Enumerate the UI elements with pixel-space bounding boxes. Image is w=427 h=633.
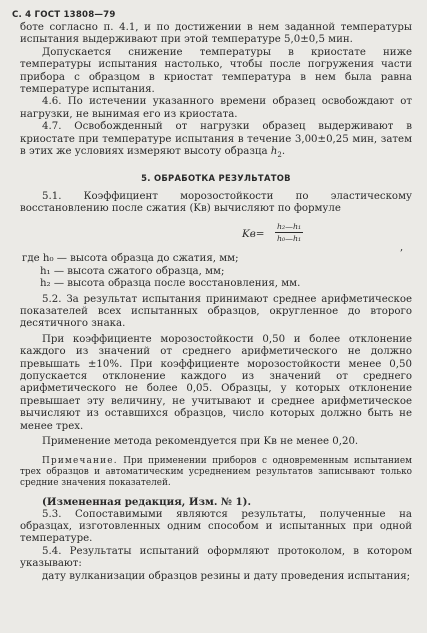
note [20,456,412,488]
paragraph-5-1: 5.1. Коэффициент морозостойкости по эластическому восстановлению после сжатия (Kв) вычисляют по формуле [20,190,412,214]
page-body [20,22,412,583]
paragraph-4-7-text: 4.7. Освобожденный от нагрузки образец выдерживают в криостате при температуре испытания в течение 3,00±0,25 мин, затем в этих же условиях измеряют высоту образца [20,121,412,158]
note-text: При применении приборов с одновременным испытанием трех образцов и автоматическим усреднением результатов записывают только средние значения показателей. [20,456,412,488]
definitions [20,253,412,290]
paragraph-4-7 [20,121,412,161]
formula-numerator: h₂—h₁ [277,222,302,232]
definition-h0: где h₀ — высота образца до сжатия, мм; [22,253,239,265]
paragraph-4-6: 4.6. По истечении указанного времени образец освобождают от нагрузки, не вынимая его из криостата. [20,96,412,120]
amendment-note: (Измененная редакция, Изм. № 1). [42,496,252,509]
section-title: 5. ОБРАБОТКА РЕЗУЛЬТАТОВ [141,172,291,183]
formula-comma: , [400,242,404,254]
page-header: С. 4 ГОСТ 13808—79 [12,10,116,20]
paragraph-5-2: 5.2. За результат испытания принимают среднее арифметическое показателей всех испытанных образцов, округленное до второго десятичного знака. [20,293,412,330]
formula-denominator: h₀—h₁ [277,234,302,244]
note-label: Примечание. [42,456,118,467]
paragraph: При коэффициенте морозостойкости 0,50 и более отклонение каждого из значений от среднего арифметического не должно превышать ±10%. При коэффициенте морозостойкости менее 0,50 допускается отклонение каждого из значений от среднего арифметического не более 0,05. Образцы, у которых отклонение превышает эту величину, не учитывают и среднее арифметическое вычисляют из оставшихся образцов, число которых должно быть не менее трех. [20,333,412,432]
paragraph: Применение метода рекомендуется при Kв не менее 0,20. [42,436,359,447]
formula-fraction [275,222,303,243]
formula-lhs: Kв= [242,228,265,241]
h-subscript: 2 [277,151,282,160]
period: . [281,146,286,158]
paragraph-5-3: 5.3. Сопоставимыми являются результаты, полученные на образцах, изготовленных одним способом и испытанных при одной температуре. [20,508,412,545]
paragraph: дату вулканизации образцов резины и дату проведения испытания; [42,570,411,582]
paragraph: боте согласно п. 4.1, и по достижении в нем заданной температуры испытания выдерживают при этой температуре 5,0±0,5 мин. [20,22,412,46]
definition-h2: h₂ — высота образца после восстановления, мм. [40,278,301,290]
paragraph-5-4: 5.4. Результаты испытаний оформляют протоколом, в котором указывают: [20,545,412,570]
paragraph: Допускается снижение температуры в криостате ниже температуры испытания настолько, чтобы после погружения части прибора с образцом в криостат температура в нем была равна температуре испытания. [20,46,412,96]
formula [20,215,412,253]
definition-h1: h₁ — высота сжатого образца, мм; [40,265,225,277]
h-symbol: h [270,146,278,158]
